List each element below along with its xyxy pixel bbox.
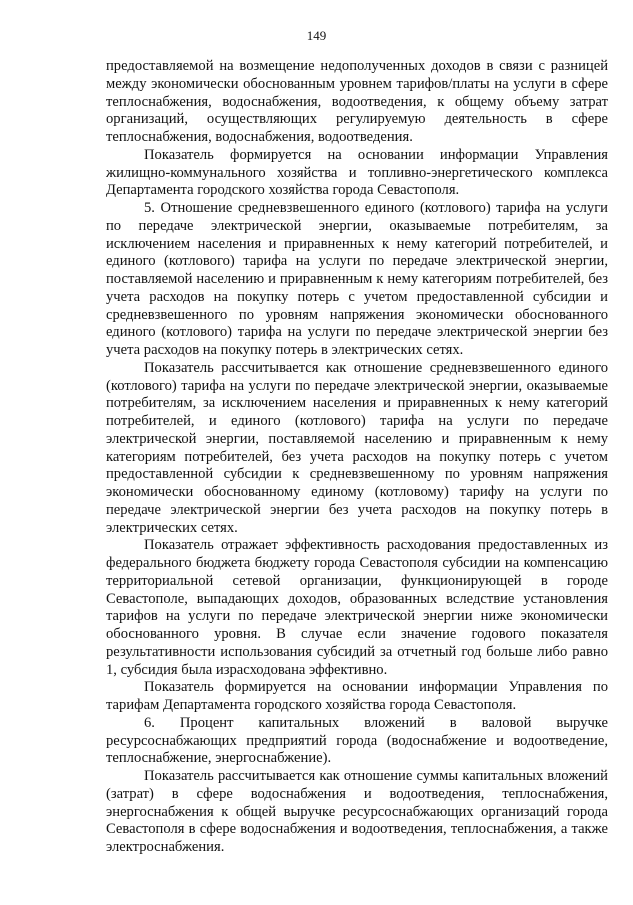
paragraph-continuation: предоставляемой на возмещение недополученных доходов в связи с разницей между экономически обоснованным уровнем тарифов/платы на услуги в сфере теплоснабжения, водоснабжения, водоотведения, к общему объему затрат организаций, осуществляющих регулируемую деятельность в сфере теплоснабжения, водоснабжения, водоотведения. [106,58,608,145]
document-body [106,58,608,857]
paragraph-indicator-5-title: 5. Отношение средневзвешенного единого (котлового) тарифа на услуги по передаче электрической энергии, оказываемые потребителям, за исключением населения и приравненных к нему категорий потребителей, и единого (котлового) тарифа на услуги по передаче электрической энергии, поставляемой населению и приравненным к нему категориям потребителей, без учета расходов на покупку потерь с учетом предоставленной субсидии и средневзвешенного по уровням напряжения экономически обоснованного единого (котлового) тарифа на услуги по передаче электрической энергии без учета расходов на покупку потерь в электрических сетях. [106,200,608,358]
page-number: 149 [306,28,327,43]
paragraph-indicator-5-meaning: Показатель отражает эффективность расходования предоставленных из федерального бюджета бюджету города Севастополя субсидии на компенсацию территориальной сетевой организации, функционирующей в городе Севастополе, выпадающих доходов, образованных вследствие установления тарифов на услуги по передаче электрической энергии ниже экономически обоснованного уровня. В случае если значение годового показателя результативности использования субсидий за отчетный год больше либо равно 1, субсидия была израсходована эффективно. [106,537,608,678]
paragraph-indicator-5-calculation: Показатель рассчитывается как отношение средневзвешенного единого (котлового) тарифа на услуги по передаче электрической энергии, оказываемые потребителям, за исключением населения и приравненных к нему категорий потребителей, и единого (котлового) тарифа на услуги по передаче электрической энергии, поставляемой населению и приравненным к нему категориям потребителей, без учета расходов на покупку потерь с учетом предоставленной субсидии к средневзвешенному по уровням напряжения экономически обоснованному единому (котловому) тарифу на услуги по передаче электрической энергии без учета расходов на покупку потерь в электрических сетях. [106,359,608,536]
paragraph-source-utilities: Показатель формируется на основании информации Управления жилищно-коммунального хозяйства и топливно-энергетического комплекса Департамента городского хозяйства города Севастополя. [106,146,608,199]
paragraph-indicator-6-title: 6. Процент капитальных вложений в валовой выручке ресурсоснабжающих предприятий города (водоснабжение и водоотведение, теплоснабжение, энергоснабжение). [106,714,608,767]
paragraph-indicator-6-calculation: Показатель рассчитывается как отношение суммы капитальных вложений (затрат) в сфере водоснабжения и водоотведения, теплоснабжения, энергоснабжения к общей выручке ресурсоснабжающих организаций города Севастополя в сфере водоснабжения и водоотведения, теплоснабжения, а также электроснабжения. [106,768,608,855]
paragraph-source-tariffs: Показатель формируется на основании информации Управления по тарифам Департамента городского хозяйства города Севастополя. [106,679,608,713]
